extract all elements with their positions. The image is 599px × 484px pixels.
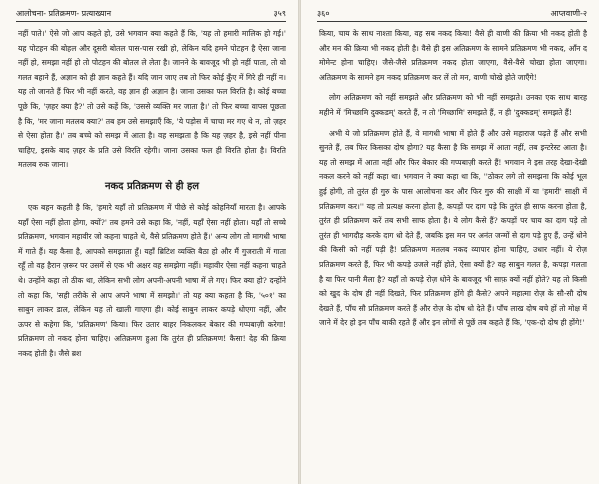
left-page [0,0,298,484]
right-running-title: आप्तवाणी-२ [550,9,587,18]
left-page-number: ३५९ [273,9,286,18]
right-paragraph-1: किया, चाय के साथ नाश्ता किया, वह सब नकद किया! वैसे ही वाणी की क्रिया भी नकद होती है और मन की क्रिया भी नकद होती है। वैसे ही इस अतिक्रमण के सामने प्रतिक्रमण भी नकद, आँन द मोमेन्ट होना चाहिए। जैसे-जैसे प्रतिक्रमण नकद होता जाएगा, वैसे-वैसे चोखा होता जाएगा। अतिक्रमण के सामने हम नकद प्रतिक्रमण कर लें तो मन, वाणी चोखे होते जाएँगे! [319,29,587,82]
right-page-body [319,27,587,480]
left-page-header [16,7,286,22]
left-paragraph-1: नहीं पाते।' ऐसे जो आप कहते हो, उसे भगवान क्या कहते हैं कि, 'यह तो हमारी मालिक हो गई।' यह पोटहन की बोहल और दूसरी बोतल पास-पास रखी हो, लेकिन यदि हमने पोटहन है ऐसा जाना नहीं हो, समझा नहीं हो तो पोटहन की बोतल ले लेता है। जानने के बावजूद भी हो नहीं पाता, तो वो गलत बहाने हैं, अज्ञान को ही ज्ञान कहते हैं। यदि जान जाए तब तो फिर कोई कुँए में गिरे ही नहीं न। यह तो जानते हैं फिर भी नहीं करते, वह ज्ञान ही अज्ञान है। जाना उसका फल विरति है। कोई बच्चा पूछे कि, 'ज़हर क्या है?' तो उसे कहें कि, 'उससे व्यक्ति मर जाता है।' तो फिर बच्चा वापस पूछता है कि, 'मर जाना मतलब क्या?' तब हम उसे समझाएँ कि, 'ये पड़ोस में चाचा मर गए थे न, तो ज़हर से ऐसा होता है।' तब बच्चे को समझ में आता है। वह समझता है कि यह ज़हर है, इसे नहीं पीना चाहिए, इसके बाद ज़हर के प्रति उसे विरति रहेगी। जाना उसका फल ही विरति होता है। विरति मतलब रुक जाना। [18,29,286,170]
left-page-body [18,27,286,480]
right-page-number: ३६० [317,9,330,18]
section-heading: नकद प्रतिक्रमण से ही हल [104,180,200,192]
left-running-title: आलोचना- प्रतिक्रमण- प्रत्याख्यान [16,9,112,18]
left-paragraph-2: एक बहन कहती है कि, 'हमारे यहाँ तो प्रतिक्रमण में पीछे से कोई कोहनियाँ मारता है। आपके यहाँ ऐसा नहीं होता होगा, क्यों?' तब हमने उसे कहा कि, 'नहीं, यहाँ ऐसा नहीं होता। यहाँ तो सच्चे प्रतिक्रमण, भगवान महावीर जो कहना चाहते थे, वैसे प्रतिक्रमण होते हैं।' अन्य लोग तो मागधी भाषा में गाते हैं। यह कैसा है, आपको समझाता हूँ। यहाँ ब्रिटिश व्यक्ति बैठा हो और मैं गुजराती में गाता रहूँ तो वह हैरान ज़रूर पर उसमें से एक भी अक्षर वह समझेगा नहीं। महावीर ऐसा नहीं कहना चाहते थे। उन्होंने कहा तो ठीक था, लेकिन सभी लोग अपनी-अपनी भाषा में ले गए। फिर क्या हो? दन्होंने तो कहा कि, 'सही तरीके से आप अपने भाषा में समझो।' तो यह क्या कहता है कि, '५०१' का साबुन लाकर डाल, लेकिन यह तो खाली गाएगा ही। कोई साबुन लाकर कपड़े धोएगा नहीं, और ऊपर से कहेगा कि, 'प्रतिक्रमण' किया। फिर उतार बाहर निकलकर बेकार की गप्पबाज़ी करेगा! प्रतिक्रमण तो नकद होना चाहिए। अतिक्रमण हुआ कि तुरंत ही प्रतिक्रमण! कैसा! देह की क्रिया नकद होती है। जैसे ब्रश [18,202,286,358]
right-paragraph-3: अभी ये जो प्रतिक्रमण होते हैं, वे मागधी भाषा में होते हैं और उसे महाराज पढ़ते हैं और सभी सुनते हैं, तब फिर किसका दोष होगा? यह कैसा है कि समझ में आता नहीं, तब इन्टरेस्ट आता है। यह तो समझ में आता नहीं और फिर बेकार की गप्पबाज़ी करते हैं! भगवान ने इस तरह देखा-देखी नकल करने को नहीं कहा था। भगवान ने क्या कहा था कि, ''ठोकर लगे तो समझना कि कोई भूल हुई होगी, तो तुरंत ही गुरु के पास आलोचना कर और फिर गुरु की साक्षी में या 'हमारी' साक्षी में प्रतिक्रमण कर।'' यह तो प्रत्यक्ष करना होता है, कपड़ों पर दाग पड़े कि तुरंत ही साफ करना होता है, तुरंत ही प्रतिक्रमण करें तब सभी साफ होता है। ये लोग कैसे हैं? कपड़ों पर चाय का दाग पड़े तो तुरंत ही भागदौड़ करके दाग धो देते हैं, जबकि इस मन पर अनंत जन्मों से दाग पड़े हुए हैं, उन्हें धोने की किसी को नहीं पड़ी है! प्रतिक्रमण मतलब नकद व्यापार होना चाहिए, उधार नहीं। ये रोज़ प्रतिक्रमण करते हैं, फिर भी कपड़े उजले नहीं होते, ऐसा क्यों है? वह साबुन गलत है, कपड़ा गलता है या फिर पानी मैला है? यहाँ तो कपड़े रोज़ धोने के बावजूद भी साफ़ क्यों नहीं होते? यह तो किसी को खुद के दोष ही नहीं दिखते, फिर प्रतिक्रमण होंगे ही कैसे? अपने महात्मा रोज़ के सौ-सौ दोष देखते हैं, पाँच सौ प्रतिक्रमण करते हैं और रोज़ के दोष धो देते हैं। पाँच लाख दोष बचे हों तो मोक्ष में जाने में देर हो इन पाँच बाकी रहते हैं और इन लोगों से पूछें तब कहते हैं कि, 'एक-दो दोष ही होंगे!' [319,128,587,328]
right-paragraph-2: लोग अतिक्रमण को नहीं समझते और प्रतिक्रमण को भी नहीं समझते। उनका एक साथ बारह महीने में 'मिच्छामि दुक्कडम्' करते हैं, न तो 'मिच्छामि' समझते हैं, न ही 'दुक्कडम्' समझते हैं! [319,93,587,117]
right-page-header [317,7,587,22]
right-page [301,0,599,484]
